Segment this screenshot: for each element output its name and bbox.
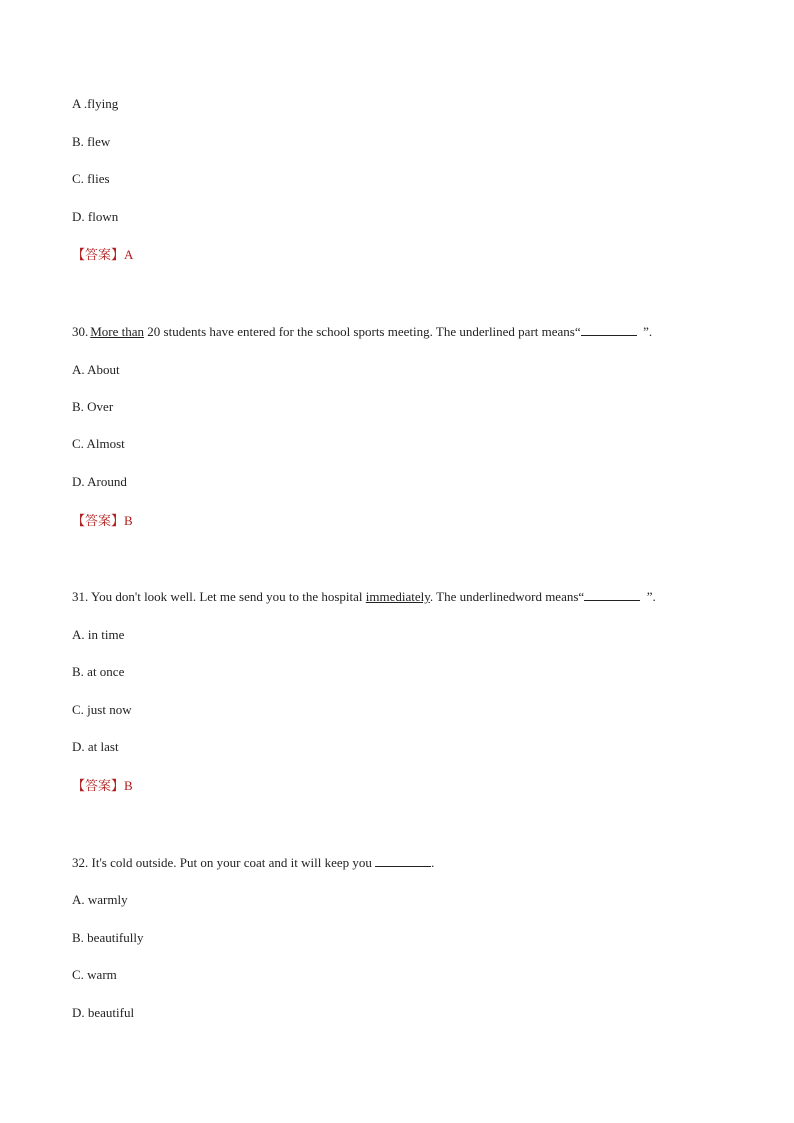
answer-label: 【答案】: [72, 779, 125, 794]
q31-option-b: B. at once: [72, 664, 125, 679]
question-text: 20 students have entered for the school sports meeting. The underlined part means“: [147, 324, 581, 339]
question-end: ”.: [643, 324, 653, 339]
question-text: You don't look well. Let me send you to the hospital: [91, 589, 363, 604]
answer-value: B: [124, 778, 133, 793]
answer-label: 【答案】: [72, 248, 125, 263]
underlined-phrase: More than: [90, 324, 145, 339]
answer-blank: [375, 855, 431, 867]
underlined-word: immediately: [365, 589, 430, 604]
q30-answer: [72, 513, 133, 530]
q32-option-d: D. beautiful: [72, 1005, 135, 1020]
q31-option-d: D. at last: [72, 739, 119, 754]
question-text: It's cold outside. Put on your coat and it will keep you: [91, 855, 372, 870]
q31-option-c: C. just now: [72, 702, 132, 717]
q32-option-c: C. warm: [72, 967, 117, 982]
answer-label: 【答案】: [72, 514, 125, 529]
answer-value: A: [124, 247, 134, 262]
question-number: 31.: [72, 589, 89, 604]
q29-option-b: B. flew: [72, 134, 111, 149]
question-text-2: . The underlinedword means“: [429, 589, 585, 604]
q32-option-a: A. warmly: [72, 892, 128, 907]
question-number: 32.: [72, 855, 89, 870]
answer-value: B: [124, 513, 133, 528]
answer-blank: [584, 589, 640, 601]
q30-option-d: D. Around: [72, 474, 127, 489]
question-end: .: [431, 855, 435, 870]
q31-stem: [72, 589, 656, 605]
question-end: ”.: [646, 589, 656, 604]
q29-option-c: C. flies: [72, 171, 110, 186]
question-number: 30.: [72, 324, 89, 339]
answer-blank: [581, 324, 637, 336]
q30-option-c: C. Almost: [72, 436, 125, 451]
q30-option-a: A. About: [72, 362, 120, 377]
q32-stem: [72, 855, 434, 871]
q31-answer: [72, 778, 133, 795]
q29-answer: [72, 247, 133, 264]
q31-option-a: A. in time: [72, 627, 125, 642]
q29-option-d: D. flown: [72, 209, 119, 224]
q30-stem: [72, 324, 652, 340]
q32-option-b: B. beautifully: [72, 930, 144, 945]
q29-option-a: A .flying: [72, 96, 119, 111]
q30-option-b: B. Over: [72, 399, 114, 414]
